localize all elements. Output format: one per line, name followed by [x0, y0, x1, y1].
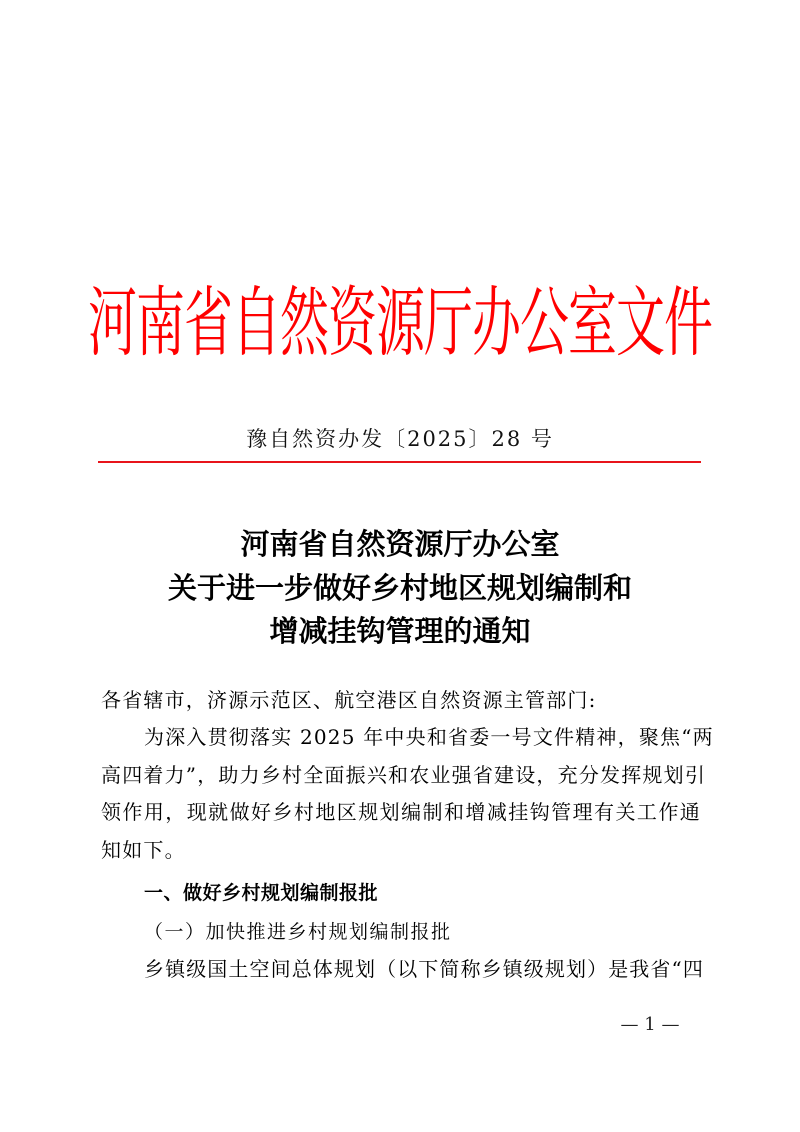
title-line-1: 河南省自然资源厅办公室 — [240, 527, 560, 561]
intro-paragraph — [101, 719, 714, 869]
salutation: 各省辖市，济源示范区、航空港区自然资源主管部门: — [101, 688, 597, 712]
title-line-3: 增减挂钩管理的通知 — [269, 614, 531, 648]
masthead-title: 河南省自然资源厅办公室文件 — [88, 278, 713, 368]
title-line-2: 关于进一步做好乡村地区规划编制和 — [167, 570, 632, 605]
section-heading-1: 一、做好乡村规划编制报批 — [144, 882, 379, 904]
masthead — [88, 278, 713, 368]
subsection-paragraph-start: 乡镇级国土空间总体规划（以下简称乡镇级规划）是我省“四 — [144, 957, 704, 981]
red-divider-line — [98, 461, 701, 463]
page-number: — 1 — — [620, 1014, 680, 1035]
notice-title — [100, 523, 700, 654]
paragraph-line: 高四着力”，助力乡村全面振兴和农业强省建设，充分发挥规划引 — [101, 762, 707, 787]
paragraph-line: 知如下。 — [101, 837, 186, 862]
paragraph-line: 领作用，现就做好乡村地区规划编制和增减挂钩管理有关工作通 — [101, 800, 701, 824]
document-number: 豫自然资办发〔2025〕28 号 — [246, 427, 554, 451]
paragraph-line: 为深入贯彻落实 2025 年中央和省委一号文件精神，聚焦“两 — [144, 725, 714, 749]
subsection-heading-1: （一）加快推进乡村规划编制报批 — [144, 921, 452, 943]
